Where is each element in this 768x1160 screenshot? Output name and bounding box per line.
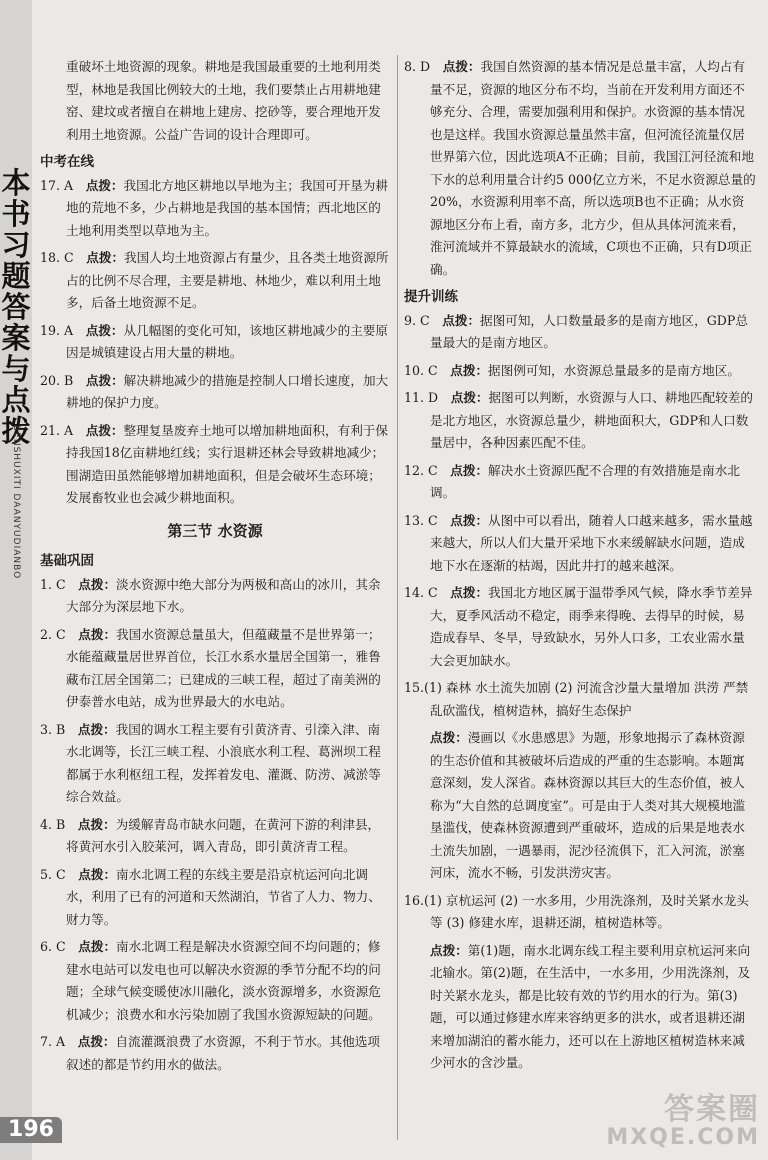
tip-label: 点拨： [77,1034,116,1049]
title-char: 答 [1,290,31,324]
side-tab [0,0,32,1160]
tip-label: 点拨： [450,585,489,600]
answer-text: 据图例可知，水资源总量最多的是南方地区。 [488,362,740,378]
answer-item [40,864,390,932]
tip-label: 点拨： [450,512,489,528]
title-char: 与 [1,352,31,386]
answer-text: 解决水土资源匹配不合理的有效措施是南水北调。 [430,462,740,500]
tip-label: 点拨： [442,59,481,74]
title-char: 拨 [1,414,31,448]
answer-item [40,370,390,415]
intro-paragraph: 重破坏土地资源的现象。耕地是我国最重要的土地利用类型，林地是我国比例较大的土地，我们要禁止占用耕地建窑、建坟或者擅自在耕地上建房、挖砂等，要合理地开发利用土地资源。公益广告词的设计合理即可。 [66,59,381,142]
answer-number: 1. C [40,576,66,592]
answer-number: 10. C [404,362,438,378]
answer-text: 据图可以判断，水资源与人口、耕地匹配较差的是北方地区，水资源总量少，耕地面积大，GDP和人口数量居中，各种因素匹配不佳。 [430,390,753,450]
answer-text: 我国北方地区属于温带季风气候，降水季节差异大，夏季风活动不稳定，雨季来得晚、去得早的时候，易造成春旱、冬旱，导致缺水，另外人口多，工农业需水量大会更加缺水。 [430,585,753,668]
answer-item [40,420,390,510]
answer-number: 20. B [40,372,74,388]
answer-text: 据图可知，人口数量最多的是南方地区，GDP总量最大的是南方地区。 [430,312,748,350]
tip-paragraph-16 [404,940,756,1075]
chapter-title: 第三节 水资源 [167,521,263,540]
answer-text: 整理复垦废弃土地可以增加耕地面积，有利于保持我国18亿亩耕地红线；实行退耕还林会导致耕地减少；围湖造田虽然能够增加耕地面积，但是会破坏生态环境；发展畜牧业也会减少耕地面积。 [66,422,388,505]
answer-number: 4. B [40,816,66,832]
answer-number: 18. C [40,250,74,265]
answer-text: 南水北调工程的东线主要是沿京杭运河向北调水，利用了已有的河道和天然湖泊，节省了人力、物力、财力等。 [66,866,381,927]
answer-number: 2. C [40,626,66,642]
tip-label: 点拨： [450,462,489,478]
answer-number: 19. A [40,322,74,338]
tip-label: 点拨： [77,816,116,832]
answer-number: 5. C [40,866,66,882]
answer-text: (1) 森林 水土流失加剧 (2) 河流含沙量大量增加 洪涝 严禁乱砍滥伐，植树造林，搞好生态保护 [424,680,749,718]
tip-text: 第(1)题，南水北调东线工程主要利用京杭运河来向北输水。第(2)题，在生活中，一水多用，少用洗涤剂，及时关紧水龙头，都是比较有效的节约用水的行为。第(3)题，可以通过修建水库来容纳更多的洪水，或者退耕还湖来增加湖泊的蓄水能力，还可以在上游地区植树造林来减少河水的含沙量。 [430,942,751,1070]
answer-number: 17. A [40,177,74,193]
answer-number: 6. C [40,939,66,954]
answer-text: 我国的调水工程主要有引黄济青、引滦入津、南水北调等，长江三峡工程、小浪底水利工程、葛洲坝工程都属于水利枢纽工程，发挥着发电、灌溉、防涝、减淤等综合效益。 [66,721,381,804]
answer-item-16 [404,890,756,935]
section-heading-advanced: 提升训练 [404,289,458,305]
answer-number: 9. C [404,312,430,328]
tip-label: 点拨： [85,372,124,388]
answer-item [404,360,756,383]
answer-number: 11. D [404,390,439,405]
watermark-logo [606,1094,760,1150]
answer-text: 我国人均土地资源占有量少，且各类土地资源所占的比例不尽合理，主要是耕地、林地少，难以利用土地多，后备土地资源不足。 [66,250,389,310]
page-number: 196 [0,1117,62,1143]
tip-label: 点拨： [442,312,481,328]
title-char: 习 [1,228,31,262]
answer-text: 南水北调工程是解决水资源空间不均问题的；修建水电站可以发电也可以解决水资源的季节分配不均的问题；全球气候变暖使冰川融化，淡水资源增多，水资源危机减少；浪费水和水污染加剧了我国水资源短缺的问题。 [66,939,381,1022]
answer-item-15 [404,677,756,722]
answer-text: (1) 京杭运河 (2) 一水多用，少用洗涤剂，及时关紧水龙头等 (3) 修建水库，退耕还湖，植树造林等。 [424,892,749,930]
tip-label: 点拨： [85,422,124,438]
answer-text: 我国水资源总量虽大，但蕴藏量不是世界第一；水能蕴藏量居世界首位，长江水系水量居全国第一，雅鲁藏布江居全国第二；已建成的三峡工程，超过了南美洲的伊泰普水电站，成为世界最大的水电站。 [66,626,381,709]
tip-label: 点拨： [78,939,117,954]
answer-item [40,624,390,714]
right-column [404,56,756,1080]
answer-text: 从几幅图的变化可知，该地区耕地减少的主要原因是城镇建设占用大量的耕地。 [66,322,388,360]
tip-label: 点拨： [77,721,116,737]
title-char: 案 [1,321,31,355]
left-column [40,56,390,1081]
book-title-vertical [0,168,32,447]
title-char: 点 [1,383,31,417]
tip-label: 点拨： [78,866,117,882]
answer-number: 16. [404,892,425,908]
answer-number: 15. [404,680,425,695]
tip-label: 点拨： [78,576,117,592]
answer-item [404,310,756,355]
title-char: 书 [1,197,31,231]
answer-number: 3. B [40,721,66,737]
answer-text: 解决耕地减少的措施是控制人口增长速度，加大耕地的保护力度。 [66,372,389,410]
answer-number: 14. C [404,585,438,600]
answer-item [40,814,390,859]
title-char: 本 [1,166,31,200]
column-divider [397,55,398,1140]
section-heading-exam: 中考在线 [40,154,94,170]
book-subtitle-pinyin: BENSHUXITI DAANYUDIANBO [11,425,21,580]
answer-text: 我国自然资源的基本情况是总量丰富，人均占有量不足，资源的地区分布不均，当前在开发利用方面还不够充分、合理，需要加强利用和保护。水资源的基本情况也是这样。我国水资源总量虽然丰富，但河流径流量仅居世界第六位，因此选项A不正确；目前，我国江河径流和地下水的总利用量合计约5 000亿立方米，不足水资源总量的20%，水资源利用率不高，所以选项B也不正确；从水资源地区分布上看，南方多，北方少，但从具体河流来看，淮河流域并不算最缺水的流域，C项也不正确，只有D项正确。 [430,59,756,277]
section-heading-basic: 基础巩固 [40,553,94,569]
answer-number: 13. C [404,512,438,528]
answer-text: 我国北方地区耕地以旱地为主；我国可开垦为耕地的荒地不多，少占耕地是我国的基本国情；西北地区的土地利用类型以草地为主。 [66,177,388,238]
tip-label: 点拨： [85,177,124,193]
tip-label: 点拨： [430,730,468,745]
tip-label: 点拨： [85,322,124,338]
answer-number: 7. A [40,1034,66,1049]
tip-label: 点拨： [86,250,125,265]
answer-text: 为缓解青岛市缺水问题，在黄河下游的利津县，将黄河水引入胶莱河，调入青岛，即引黄济青工程。 [66,816,381,854]
answer-item [40,320,390,365]
answer-number: 8. D [404,59,431,74]
answer-item [40,1031,390,1076]
answer-number: 21. A [40,422,74,438]
answer-item [40,175,390,243]
answer-item [40,247,390,315]
answer-item [404,56,756,281]
answer-text: 自流灌溉浪费了水资源，不利于节水。其他选项叙述的都是节约用水的做法。 [66,1034,380,1072]
title-char: 题 [1,259,31,293]
answer-item [404,582,756,672]
tip-text: 漫画以《水患感思》为题，形象地揭示了森林资源的生态价值和其被破坏后造成的严重的生态影响。本题寓意深刻，发人深省。森林资源以其巨大的生态价值，被人称为“大自然的总调度室”。可是由于人类对其大规模地滥垦滥伐，使森林资源遭到严重破坏，造成的后果是地表水土流失加剧，一遇暴雨，泥沙径流俱下，汇入河流，淤塞河床，流水不畅，引发洪涝灾害。 [430,730,746,880]
answer-text: 淡水资源中绝大部分为两极和高山的冰川，其余大部分为深层地下水。 [66,576,381,614]
answer-item [404,510,756,578]
tip-paragraph-15 [404,727,756,885]
tip-label: 点拨： [430,942,468,958]
tip-label: 点拨： [450,390,489,405]
answer-number: 12. C [404,462,438,478]
tip-label: 点拨： [78,626,117,642]
answer-item [40,719,390,809]
answer-item [404,460,756,505]
answer-item [40,936,390,1026]
watermark-url: MXQE.COM [606,1125,760,1150]
answer-item [404,387,756,455]
watermark-text: 答案圈 [664,1092,760,1127]
answer-item [40,574,390,619]
answer-text: 从图中可以看出，随着人口越来越多，需水量越来越大，所以人们大量开采地下水来缓解缺水问题，造成地下水在逐渐的枯竭，因此井打的越来越深。 [430,512,753,573]
tip-label: 点拨： [450,362,489,378]
